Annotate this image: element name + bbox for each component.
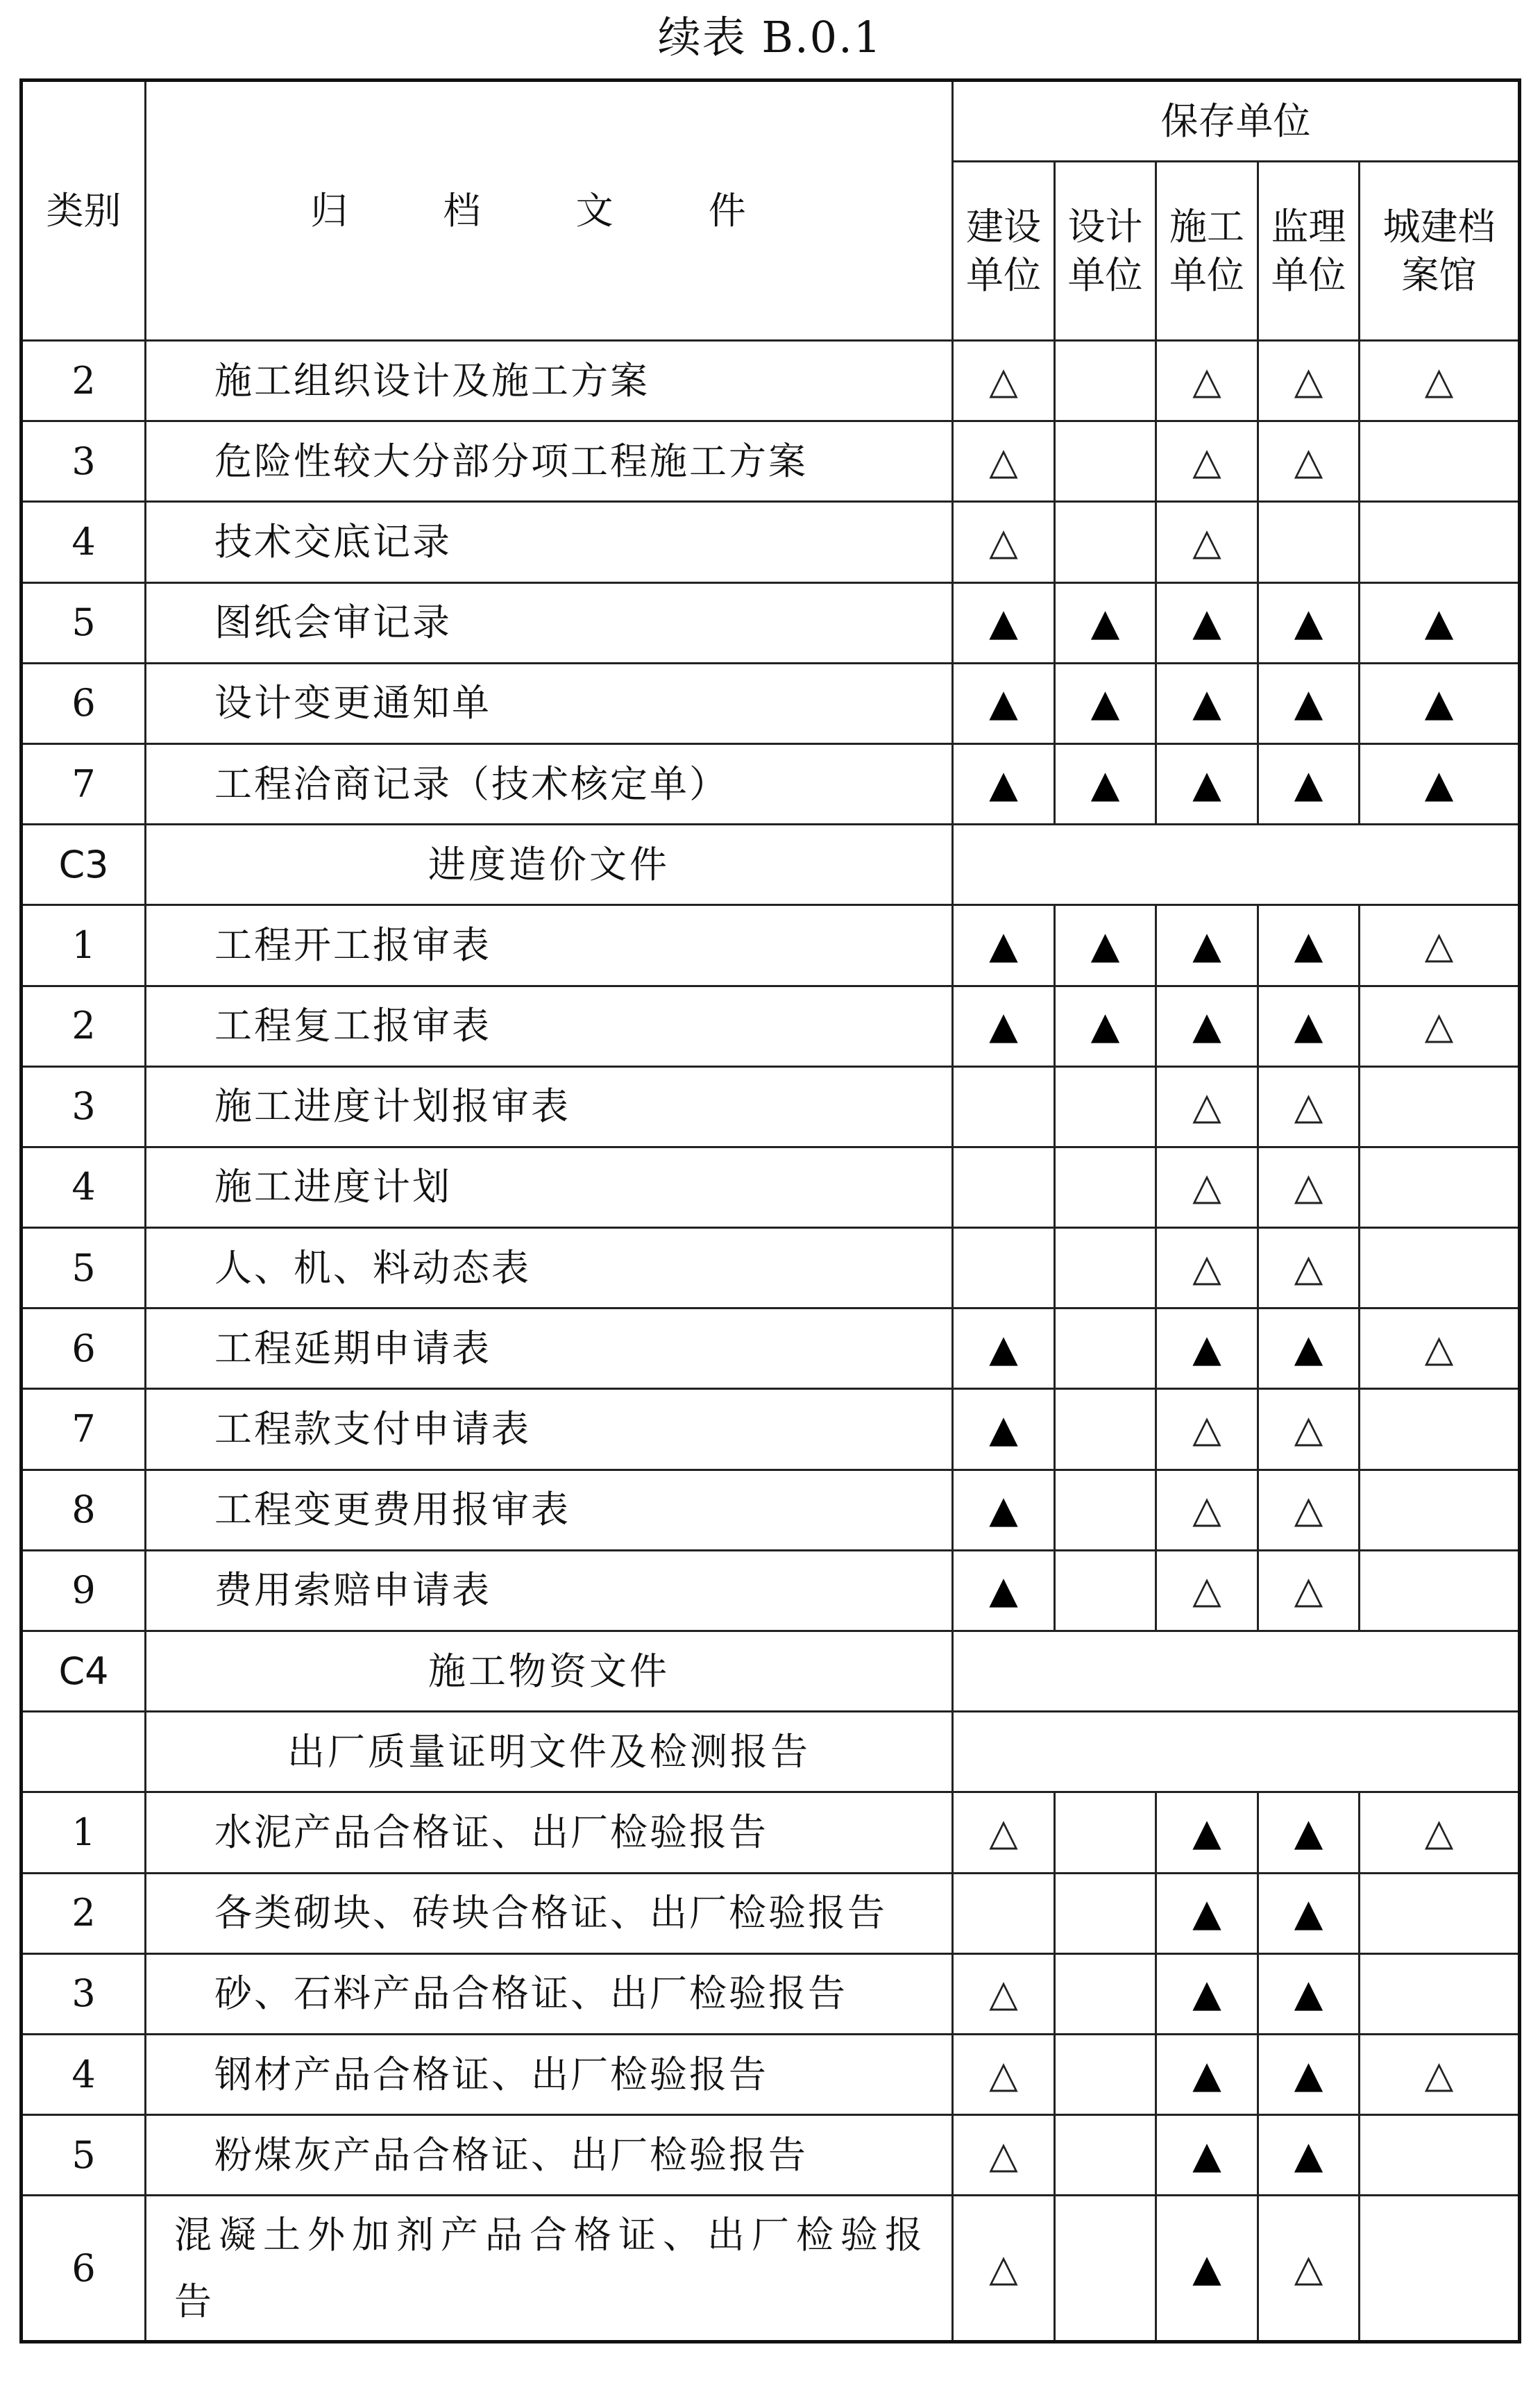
row-number: 6 [22, 1308, 146, 1389]
mark-cell-city-archive [1360, 1228, 1520, 1308]
table-row [22, 1953, 1520, 2034]
document-name: 各类砌块、砖块合格证、出厂检验报告 [146, 1873, 953, 1953]
mark-cell-supervision [1258, 1066, 1360, 1147]
section-row [22, 825, 1520, 905]
document-name: 粉煤灰产品合格证、出厂检验报告 [146, 2115, 953, 2196]
header-unit-design: 设计 单位 [1055, 162, 1156, 341]
filled-triangle-icon: ▲ [1424, 761, 1454, 806]
mark-cell-design [1055, 986, 1156, 1066]
mark-cell-supervision [1258, 1550, 1360, 1631]
table-row [22, 2115, 1520, 2196]
mark-cell-city-archive [1360, 986, 1520, 1066]
document-name: 施工进度计划 [146, 1147, 953, 1227]
mark-cell-construction [953, 1389, 1055, 1470]
mark-cell-design [1055, 1389, 1156, 1470]
filled-triangle-icon: ▲ [989, 923, 1018, 967]
mark-cell-construction [953, 663, 1055, 743]
section-row [22, 1631, 1520, 1712]
document-name: 危险性较大分部分项工程施工方案 [146, 421, 953, 502]
row-number: 5 [22, 582, 146, 663]
row-number: 1 [22, 1792, 146, 1873]
table-body [22, 341, 1520, 2342]
mark-cell-design [1055, 2196, 1156, 2342]
hollow-triangle-icon: △ [1424, 358, 1454, 403]
mark-cell-construction [953, 1792, 1055, 1873]
mark-cell-supervision [1258, 1308, 1360, 1389]
mark-cell-supervision [1258, 502, 1360, 582]
filled-triangle-icon: ▲ [1294, 1004, 1323, 1048]
mark-cell-contractor [1156, 582, 1258, 663]
hollow-triangle-icon: △ [1294, 1084, 1323, 1129]
mark-cell-design [1055, 1953, 1156, 2034]
filled-triangle-icon: ▲ [1192, 761, 1221, 806]
section-title: 施工物资文件 [146, 1631, 953, 1712]
hollow-triangle-icon: △ [1294, 1568, 1323, 1613]
filled-triangle-icon: ▲ [1090, 923, 1120, 967]
section-row [22, 1712, 1520, 1792]
header-row-group [22, 81, 1520, 162]
filled-triangle-icon: ▲ [1192, 1004, 1221, 1048]
mark-cell-design [1055, 1066, 1156, 1147]
table-row [22, 663, 1520, 743]
section-code [22, 1712, 146, 1792]
mark-cell-supervision [1258, 1389, 1360, 1470]
filled-triangle-icon: ▲ [1192, 2052, 1221, 2096]
header-unit-city-archive: 城建档 案馆 [1360, 162, 1520, 341]
row-number: 8 [22, 1470, 146, 1550]
hollow-triangle-icon: △ [1294, 358, 1323, 403]
hollow-triangle-icon: △ [1294, 2246, 1323, 2290]
hollow-triangle-icon: △ [989, 439, 1018, 483]
table-row [22, 986, 1520, 1066]
mark-cell-contractor [1156, 2115, 1258, 2196]
hollow-triangle-icon: △ [989, 1971, 1018, 2016]
mark-cell-city-archive [1360, 582, 1520, 663]
section-empty-cell [953, 1712, 1520, 1792]
hollow-triangle-icon: △ [1192, 439, 1221, 483]
row-number: 7 [22, 743, 146, 824]
mark-cell-city-archive [1360, 2115, 1520, 2196]
header-unit-supervision: 监理 单位 [1258, 162, 1360, 341]
hollow-triangle-icon: △ [1192, 1568, 1221, 1613]
hollow-triangle-icon: △ [1424, 923, 1454, 967]
row-number: 6 [22, 2196, 146, 2342]
mark-cell-construction [953, 1066, 1055, 1147]
filled-triangle-icon: ▲ [1294, 681, 1323, 725]
mark-cell-city-archive [1360, 502, 1520, 582]
row-number: 5 [22, 1228, 146, 1308]
hollow-triangle-icon: △ [1192, 1407, 1221, 1451]
row-number: 9 [22, 1550, 146, 1631]
table-row [22, 1792, 1520, 1873]
mark-cell-design [1055, 582, 1156, 663]
filled-triangle-icon: ▲ [989, 761, 1018, 806]
mark-cell-contractor [1156, 2196, 1258, 2342]
table-row [22, 905, 1520, 986]
document-name: 工程开工报审表 [146, 905, 953, 986]
filled-triangle-icon: ▲ [1294, 923, 1323, 967]
table-row [22, 1308, 1520, 1389]
hollow-triangle-icon: △ [989, 2132, 1018, 2177]
mark-cell-construction [953, 1308, 1055, 1389]
filled-triangle-icon: ▲ [1192, 923, 1221, 967]
hollow-triangle-icon: △ [989, 2246, 1018, 2290]
table-row [22, 1147, 1520, 1227]
filled-triangle-icon: ▲ [1192, 1326, 1221, 1370]
filled-triangle-icon: ▲ [989, 1407, 1018, 1451]
filled-triangle-icon: ▲ [989, 1004, 1018, 1048]
mark-cell-design [1055, 905, 1156, 986]
row-number: 3 [22, 1953, 146, 2034]
filled-triangle-icon: ▲ [1294, 2132, 1323, 2177]
header-retention-group: 保存单位 [953, 81, 1520, 162]
mark-cell-supervision [1258, 341, 1360, 421]
hollow-triangle-icon: △ [1294, 1245, 1323, 1290]
table-row [22, 1389, 1520, 1470]
mark-cell-construction [953, 341, 1055, 421]
row-number: 3 [22, 1066, 146, 1147]
mark-cell-supervision [1258, 2196, 1360, 2342]
mark-cell-contractor [1156, 1953, 1258, 2034]
mark-cell-city-archive [1360, 1792, 1520, 1873]
filled-triangle-icon: ▲ [1294, 1971, 1323, 2016]
mark-cell-supervision [1258, 1953, 1360, 2034]
mark-cell-construction [953, 421, 1055, 502]
mark-cell-contractor [1156, 2034, 1258, 2114]
hollow-triangle-icon: △ [989, 358, 1018, 403]
row-number: 2 [22, 1873, 146, 1953]
mark-cell-construction [953, 1147, 1055, 1227]
table-row [22, 1550, 1520, 1631]
mark-cell-city-archive [1360, 2034, 1520, 2114]
mark-cell-contractor [1156, 1792, 1258, 1873]
hollow-triangle-icon: △ [1424, 1810, 1454, 1854]
section-empty-cell [953, 1631, 1520, 1712]
mark-cell-contractor [1156, 986, 1258, 1066]
table-row [22, 1066, 1520, 1147]
hollow-triangle-icon: △ [989, 2052, 1018, 2096]
mark-cell-design [1055, 2034, 1156, 2114]
row-number: 5 [22, 2115, 146, 2196]
mark-cell-construction [953, 986, 1055, 1066]
row-number: 4 [22, 502, 146, 582]
mark-cell-design [1055, 2115, 1156, 2196]
filled-triangle-icon: ▲ [1294, 761, 1323, 806]
mark-cell-supervision [1258, 905, 1360, 986]
hollow-triangle-icon: △ [989, 1810, 1018, 1854]
section-title: 进度造价文件 [146, 825, 953, 905]
filled-triangle-icon: ▲ [989, 600, 1018, 645]
document-name: 钢材产品合格证、出厂检验报告 [146, 2034, 953, 2114]
table-row [22, 2196, 1520, 2342]
mark-cell-contractor [1156, 743, 1258, 824]
filled-triangle-icon: ▲ [1090, 681, 1120, 725]
table-row [22, 341, 1520, 421]
header-unit-construction: 建设 单位 [953, 162, 1055, 341]
filled-triangle-icon: ▲ [1090, 761, 1120, 806]
mark-cell-contractor [1156, 1389, 1258, 1470]
document-name: 水泥产品合格证、出厂检验报告 [146, 1792, 953, 1873]
mark-cell-design [1055, 1308, 1156, 1389]
mark-cell-construction [953, 2034, 1055, 2114]
hollow-triangle-icon: △ [1192, 1084, 1221, 1129]
hollow-triangle-icon: △ [1192, 1245, 1221, 1290]
hollow-triangle-icon: △ [989, 519, 1018, 564]
mark-cell-city-archive [1360, 1550, 1520, 1631]
document-name: 砂、石料产品合格证、出厂检验报告 [146, 1953, 953, 2034]
archive-retention-table [19, 78, 1521, 2343]
table-row [22, 502, 1520, 582]
mark-cell-city-archive [1360, 663, 1520, 743]
section-code: C4 [22, 1631, 146, 1712]
filled-triangle-icon: ▲ [989, 1326, 1018, 1370]
hollow-triangle-icon: △ [1192, 1488, 1221, 1532]
mark-cell-contractor [1156, 663, 1258, 743]
mark-cell-design [1055, 1873, 1156, 1953]
table-caption: 续表 B.0.1 [657, 12, 883, 62]
filled-triangle-icon: ▲ [1294, 600, 1323, 645]
mark-cell-supervision [1258, 1873, 1360, 1953]
row-number: 2 [22, 986, 146, 1066]
hollow-triangle-icon: △ [1192, 519, 1221, 564]
mark-cell-construction [953, 1470, 1055, 1550]
filled-triangle-icon: ▲ [1090, 600, 1120, 645]
mark-cell-design [1055, 1228, 1156, 1308]
filled-triangle-icon: ▲ [1192, 681, 1221, 725]
mark-cell-city-archive [1360, 1953, 1520, 2034]
document-name: 技术交底记录 [146, 502, 953, 582]
filled-triangle-icon: ▲ [1294, 1326, 1323, 1370]
filled-triangle-icon: ▲ [989, 1488, 1018, 1532]
section-title: 出厂质量证明文件及检测报告 [146, 1712, 953, 1792]
row-number: 3 [22, 421, 146, 502]
mark-cell-contractor [1156, 1308, 1258, 1389]
filled-triangle-icon: ▲ [1192, 1891, 1221, 1935]
document-name: 工程延期申请表 [146, 1308, 953, 1389]
mark-cell-construction [953, 582, 1055, 663]
header-unit-contractor: 施工 单位 [1156, 162, 1258, 341]
section-empty-cell [953, 825, 1520, 905]
section-code: C3 [22, 825, 146, 905]
hollow-triangle-icon: △ [1294, 439, 1323, 483]
mark-cell-contractor [1156, 502, 1258, 582]
mark-cell-supervision [1258, 663, 1360, 743]
hollow-triangle-icon: △ [1424, 1004, 1454, 1048]
row-number: 7 [22, 1389, 146, 1470]
filled-triangle-icon: ▲ [1294, 2052, 1323, 2096]
filled-triangle-icon: ▲ [1192, 600, 1221, 645]
mark-cell-supervision [1258, 2034, 1360, 2114]
mark-cell-construction [953, 1550, 1055, 1631]
document-name: 费用索赔申请表 [146, 1550, 953, 1631]
header-document: 归 档 文 件 [146, 81, 953, 341]
table-row [22, 582, 1520, 663]
filled-triangle-icon: ▲ [1294, 1810, 1323, 1854]
mark-cell-city-archive [1360, 1066, 1520, 1147]
filled-triangle-icon: ▲ [989, 681, 1018, 725]
hollow-triangle-icon: △ [1192, 358, 1221, 403]
mark-cell-supervision [1258, 582, 1360, 663]
row-number: 4 [22, 2034, 146, 2114]
mark-cell-city-archive [1360, 2196, 1520, 2342]
document-name: 工程洽商记录（技术核定单） [146, 743, 953, 824]
mark-cell-city-archive [1360, 1308, 1520, 1389]
mark-cell-city-archive [1360, 341, 1520, 421]
mark-cell-supervision [1258, 1470, 1360, 1550]
mark-cell-supervision [1258, 986, 1360, 1066]
mark-cell-supervision [1258, 421, 1360, 502]
filled-triangle-icon: ▲ [1192, 1971, 1221, 2016]
table-row [22, 2034, 1520, 2114]
hollow-triangle-icon: △ [1294, 1407, 1323, 1451]
row-number: 1 [22, 905, 146, 986]
mark-cell-construction [953, 2196, 1055, 2342]
mark-cell-city-archive [1360, 421, 1520, 502]
mark-cell-supervision [1258, 1228, 1360, 1308]
filled-triangle-icon: ▲ [989, 1568, 1018, 1613]
row-number: 2 [22, 341, 146, 421]
mark-cell-city-archive [1360, 905, 1520, 986]
mark-cell-contractor [1156, 341, 1258, 421]
table-row [22, 421, 1520, 502]
mark-cell-construction [953, 1228, 1055, 1308]
mark-cell-city-archive [1360, 1873, 1520, 1953]
mark-cell-contractor [1156, 1066, 1258, 1147]
mark-cell-supervision [1258, 1147, 1360, 1227]
hollow-triangle-icon: △ [1294, 1488, 1323, 1532]
mark-cell-contractor [1156, 1550, 1258, 1631]
document-name: 工程复工报审表 [146, 986, 953, 1066]
document-name: 设计变更通知单 [146, 663, 953, 743]
hollow-triangle-icon: △ [1424, 2052, 1454, 2096]
mark-cell-design [1055, 341, 1156, 421]
filled-triangle-icon: ▲ [1192, 1810, 1221, 1854]
mark-cell-city-archive [1360, 1389, 1520, 1470]
header-category: 类别 [22, 81, 146, 341]
document-name: 工程款支付申请表 [146, 1389, 953, 1470]
mark-cell-construction [953, 2115, 1055, 2196]
mark-cell-design [1055, 663, 1156, 743]
mark-cell-city-archive [1360, 743, 1520, 824]
mark-cell-construction [953, 502, 1055, 582]
mark-cell-supervision [1258, 743, 1360, 824]
mark-cell-design [1055, 743, 1156, 824]
table-row [22, 743, 1520, 824]
filled-triangle-icon: ▲ [1424, 681, 1454, 725]
filled-triangle-icon: ▲ [1424, 600, 1454, 645]
row-number: 4 [22, 1147, 146, 1227]
mark-cell-contractor [1156, 905, 1258, 986]
document-name: 人、机、料动态表 [146, 1228, 953, 1308]
filled-triangle-icon: ▲ [1294, 1891, 1323, 1935]
mark-cell-design [1055, 421, 1156, 502]
document-name: 图纸会审记录 [146, 582, 953, 663]
mark-cell-city-archive [1360, 1470, 1520, 1550]
mark-cell-design [1055, 1792, 1156, 1873]
document-name: 混凝土外加剂产品合格证、出厂检验报告 [146, 2196, 953, 2342]
document-name: 施工进度计划报审表 [146, 1066, 953, 1147]
filled-triangle-icon: ▲ [1192, 2246, 1221, 2290]
hollow-triangle-icon: △ [1424, 1326, 1454, 1370]
document-name: 工程变更费用报审表 [146, 1470, 953, 1550]
mark-cell-supervision [1258, 1792, 1360, 1873]
document-name: 施工组织设计及施工方案 [146, 341, 953, 421]
hollow-triangle-icon: △ [1192, 1165, 1221, 1209]
mark-cell-contractor [1156, 1228, 1258, 1308]
filled-triangle-icon: ▲ [1192, 2132, 1221, 2177]
mark-cell-construction [953, 905, 1055, 986]
filled-triangle-icon: ▲ [1090, 1004, 1120, 1048]
mark-cell-design [1055, 1550, 1156, 1631]
mark-cell-construction [953, 1873, 1055, 1953]
hollow-triangle-icon: △ [1294, 1165, 1323, 1209]
mark-cell-design [1055, 1470, 1156, 1550]
table-row [22, 1873, 1520, 1953]
mark-cell-contractor [1156, 1470, 1258, 1550]
mark-cell-contractor [1156, 421, 1258, 502]
mark-cell-construction [953, 1953, 1055, 2034]
mark-cell-contractor [1156, 1147, 1258, 1227]
mark-cell-construction [953, 743, 1055, 824]
mark-cell-design [1055, 1147, 1156, 1227]
mark-cell-city-archive [1360, 1147, 1520, 1227]
row-number: 6 [22, 663, 146, 743]
mark-cell-supervision [1258, 2115, 1360, 2196]
mark-cell-design [1055, 502, 1156, 582]
mark-cell-contractor [1156, 1873, 1258, 1953]
table-row [22, 1228, 1520, 1308]
table-row [22, 1470, 1520, 1550]
